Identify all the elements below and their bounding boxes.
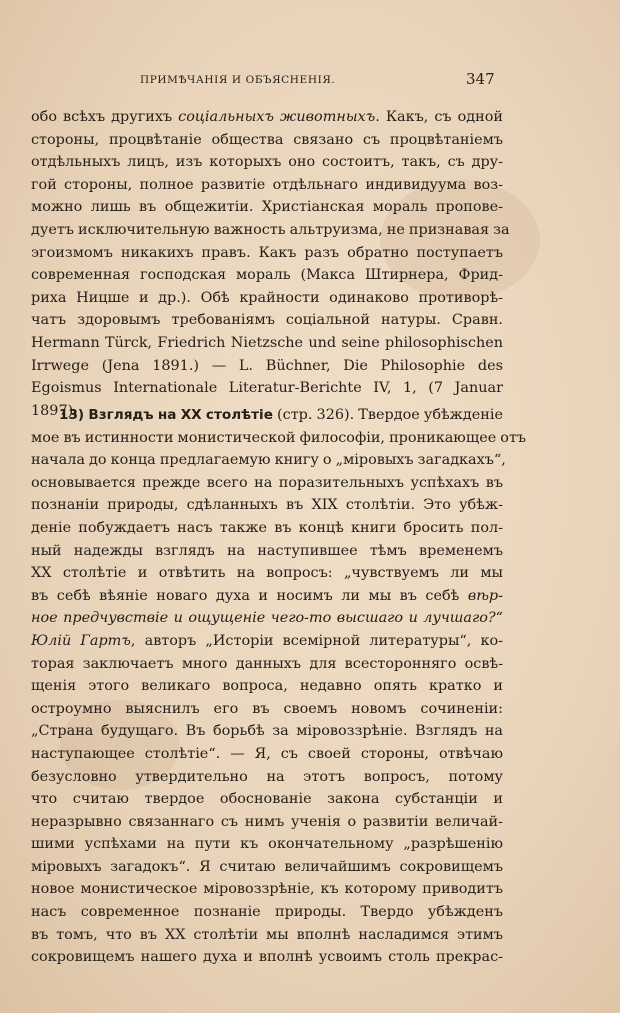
text-line — [31, 743, 503, 766]
text-run: неразрывно связаннаго съ нимъ ученія о развитіи величай- — [31, 813, 503, 830]
text-line — [31, 472, 503, 495]
text-run: обо всѣхъ другихъ — [31, 109, 179, 125]
text-line — [31, 449, 506, 472]
note-heading: 13) Взглядъ на XX столѣтіе — [59, 407, 273, 423]
text-run: новое монистическое міровоззрѣніе, къ которому приводитъ — [31, 881, 503, 898]
text-run: гой стороны, полное развитіе отдѣльнаго индивидуума воз- — [31, 176, 503, 193]
text-run: (стр. 326). Твердое убѣжденіе — [272, 407, 503, 423]
text-line — [31, 878, 503, 901]
text-run: основывается прежде всего на поразительныхъ успѣхахъ въ — [31, 474, 503, 491]
text-run: эгоизмомъ никакихъ правъ. Какъ разъ обратно поступаетъ — [31, 244, 503, 261]
text-run: „Страна будущаго. Въ борьбѣ за міровоззрѣніе. Взглядъ на — [31, 723, 503, 740]
text-run: въ себѣ вѣяніе новаго духа и носимъ ли мы въ себѣ — [31, 587, 468, 604]
text-run: деніе побуждаетъ насъ также въ концѣ книги бросить пол- — [31, 519, 503, 536]
text-run: міровыхъ загадокъ“. Я считаю величайшимъ сокровищемъ — [31, 858, 503, 875]
text-run: можно лишь въ общежитіи. Христіанская мораль пропове- — [31, 199, 503, 216]
text-run: шими успѣхами на пути къ окончательному „разрѣшенію — [31, 836, 503, 853]
italic-text: соціальныхъ животныхъ — [178, 109, 376, 125]
text-line — [31, 242, 503, 265]
text-line — [31, 856, 503, 879]
italic-text: Юлій Гартъ — [31, 632, 131, 649]
text-line — [31, 833, 503, 856]
text-line — [31, 585, 503, 608]
text-run: отдѣльныхъ лицъ, изъ которыхъ оно состоитъ, такъ, съ дру- — [31, 154, 503, 171]
paragraph-1 — [31, 106, 510, 422]
text-run: чатъ здоровымъ требованіямъ соціальной натуры. Сравн. — [31, 312, 503, 329]
text-line — [31, 766, 503, 789]
text-line — [31, 675, 503, 698]
text-line — [31, 811, 503, 834]
text-line — [31, 540, 503, 563]
text-line — [31, 924, 503, 947]
text-line — [31, 219, 510, 242]
text-line — [31, 788, 503, 811]
text-line — [31, 946, 503, 969]
text-line — [31, 174, 503, 197]
text-line — [31, 517, 503, 540]
text-run: щенія этого великаго вопроса, недавно опять кратко и — [31, 678, 503, 695]
text-run: начала до конца предлагаемую книгу о „міровыхъ загадкахъ“, — [31, 452, 506, 469]
text-line — [31, 720, 503, 743]
text-line — [31, 494, 503, 517]
text-run: насъ современное познаніе природы. Твердо убѣжденъ — [31, 904, 503, 921]
text-line — [31, 264, 503, 287]
text-line — [31, 332, 503, 355]
text-line — [31, 607, 503, 630]
italic-text: ное предчувствіе и ощущеніе чего-то высшаго и лучшаго?“ — [31, 610, 503, 627]
text-line — [31, 562, 503, 585]
text-run: безусловно утвердительно на этотъ вопросъ, потому — [31, 768, 503, 785]
text-run: Irrwege (Jena 1891.) — L. Büchner, Die Philosophie des — [31, 357, 503, 374]
text-line — [31, 653, 503, 676]
text-run: ный надежды взглядъ на наступившее тѣмъ временемъ — [31, 542, 503, 559]
text-line — [31, 196, 503, 219]
text-run: Hermann Türck, Friedrich Nietzsche und seine philosophischen — [31, 334, 503, 351]
text-line — [31, 129, 503, 152]
italic-text: вѣр- — [467, 587, 503, 604]
text-run: XX столѣтіе и отвѣтить на вопросъ: „чувствуемъ ли мы — [31, 565, 503, 582]
text-line — [31, 309, 503, 332]
text-line — [31, 287, 503, 310]
text-line — [31, 355, 503, 378]
text-line — [31, 630, 503, 653]
text-line — [31, 151, 503, 174]
page-number: 347 — [466, 70, 495, 88]
text-run: , авторъ „Исторіи всемірной литературы“, ко- — [130, 632, 504, 649]
text-line — [31, 698, 503, 721]
text-line — [31, 404, 503, 427]
text-run: въ томъ, что въ XX столѣтіи мы вполнѣ насладимся этимъ — [31, 926, 503, 943]
text-run: Egoismus Internationale Literatur-Berichte IV, 1, (7 Januar — [31, 380, 503, 397]
text-run: познаніи природы, сдѣланныхъ въ XIX столѣтіи. Это убѣж- — [31, 497, 503, 514]
running-head: ПРИМѢЧАНІЯ И ОБЪЯСНЕНІЯ. — [140, 74, 336, 86]
text-run: мое въ истинности монистической философіи, проникающее отъ — [31, 429, 527, 446]
text-line — [31, 377, 503, 400]
text-run: торая заключаетъ много данныхъ для всесторонняго освѣ- — [31, 655, 503, 672]
text-line — [31, 106, 503, 129]
paragraph-2-note-13 — [31, 404, 527, 969]
text-run: . Какъ, съ одной — [375, 109, 503, 125]
page-header — [0, 70, 620, 94]
text-run: что считаю твердое обоснованіе закона субстанціи и — [31, 791, 503, 808]
text-run: риха Ницше и др.). Обѣ крайности одинаково противорѣ- — [31, 289, 503, 306]
text-run: стороны, процвѣтаніе общества связано съ процвѣтаніемъ — [31, 131, 503, 148]
text-run: дуетъ исключительную важность альтруизма, не признавая за — [31, 221, 510, 238]
text-run: современная господская мораль (Макса Штирнера, Фрид- — [31, 267, 503, 284]
text-run: 1897). — [31, 402, 78, 419]
text-run: наступающее столѣтіе“. — Я, съ своей стороны, отвѣчаю — [31, 745, 503, 762]
text-run: остроумно выяснилъ его въ своемъ новомъ сочиненіи: — [31, 700, 503, 717]
text-line — [31, 427, 527, 450]
text-line — [31, 901, 503, 924]
text-run: сокровищемъ нашего духа и вполнѣ усвоимъ столь прекрас- — [31, 949, 503, 966]
